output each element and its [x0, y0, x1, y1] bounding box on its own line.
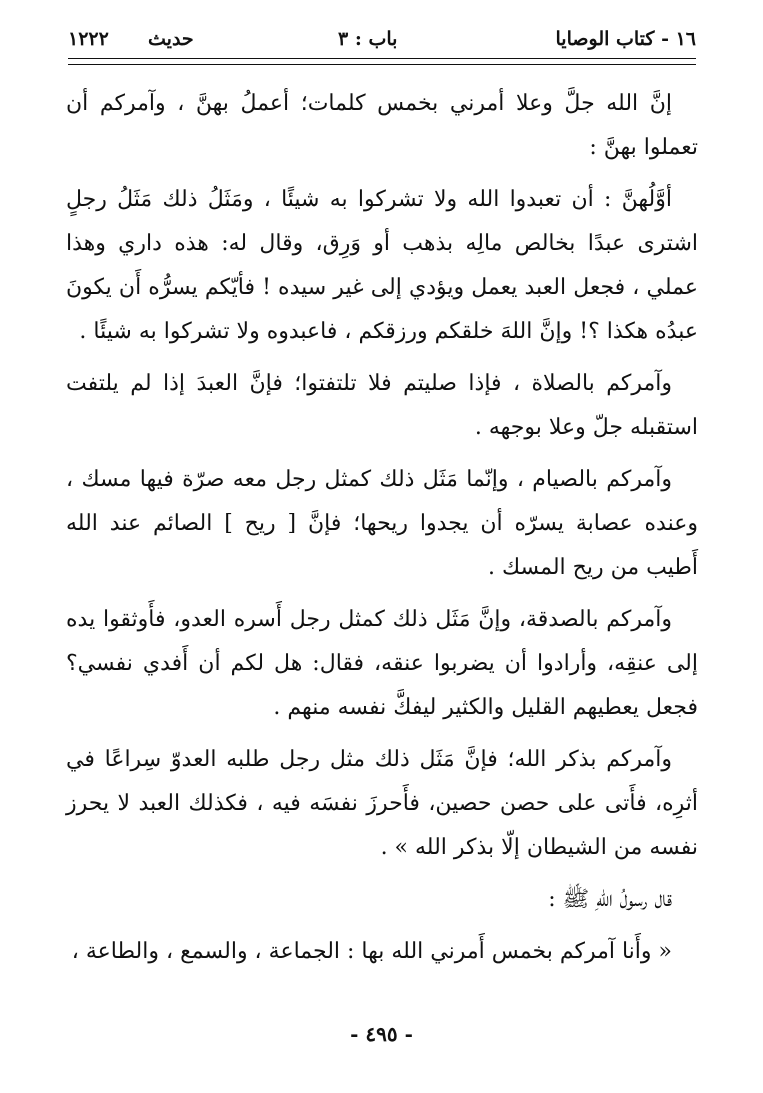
paragraph-first-command: أوَّلُهنَّ : أن تعبدوا الله ولا تشركوا به شيئًا ، ومَثَلُ ذلك مَثَلُ رجلٍ اشترى عبدًا بخالص مالِه بذهب أو وَرِق، وقال له: هذه داري وهذا عملي ، فجعل العبد يعمل ويؤدي إلى غير سيده ! فأيّكم يسرُّه أَن يكونَ عبدُه هكذا ؟! وإنَّ اللهَ خلقكم ورزقكم ، فاعبدوه ولا تشركوا به شيئًا .: [66, 187, 698, 344]
page-number: - ٤٩٥ -: [350, 1022, 413, 1046]
hadith-label: حديث: [148, 28, 194, 50]
chapter-title: ١٦ - كتاب الوصايا: [555, 28, 696, 50]
paragraph-charity: وآمركم بالصدقة، وإنَّ مَثَل ذلك كمثل رجل أَسره العدو، فأَوثقوا يده إلى عنقِه، وأرادوا أن يضربوا عنقه، فقال: هل لكم أن أَفدي نفسي؟ فجعل يعطيهم القليل والكثير ليفكَّ نفسه منهم .: [66, 607, 698, 720]
running-header: [68, 28, 696, 58]
bab-label: باب : ٣: [338, 28, 398, 50]
body-text: [66, 82, 698, 982]
paragraph-fasting: وآمركم بالصيام ، وإنّما مَثَل ذلك كمثل رجل معه صرّة فيها مسك ، وعنده عصابة يسرّه أن يجدوا ريحها؛ فإنَّ [ ريح ] الصائم عند الله أَطيب من ريح المسك .: [66, 467, 698, 580]
header-rule-top: [68, 58, 696, 59]
paragraph-dhikr: وآمركم بذكر الله؛ فإنَّ مَثَل ذلك مثل رجل طلبه العدوّ سِراعًا في أثرِه، فأَتى على حصن حصين، فأَحرزَ نفسَه فيه ، فكذلك العبد لا يحرز نفسه من الشيطان إلّا بذكر الله » .: [66, 747, 698, 860]
header-rule-bottom: [68, 64, 696, 65]
paragraph-intro: إنَّ الله جلَّ وعلا أمرني بخمس كلمات؛ أعملُ بهنَّ ، وآمركم أن تعملوا بهنَّ :: [66, 91, 698, 160]
paragraph-quote: « وأَنا آمركم بخمس أَمرني الله بها : الجماعة ، والسمع ، والطاعة ،: [71, 939, 672, 964]
paragraph-prayer: وآمركم بالصلاة ، فإذا صليتم فلا تلتفتوا؛ فإنَّ العبدَ إذا لم يلتفت استقبله جلّ وعلا بوجهه .: [66, 371, 698, 440]
hadith-number: ١٢٢٢: [68, 28, 109, 50]
paragraph-prophet-said: قال رسولُ اللهِ ﷺ :: [548, 887, 672, 912]
